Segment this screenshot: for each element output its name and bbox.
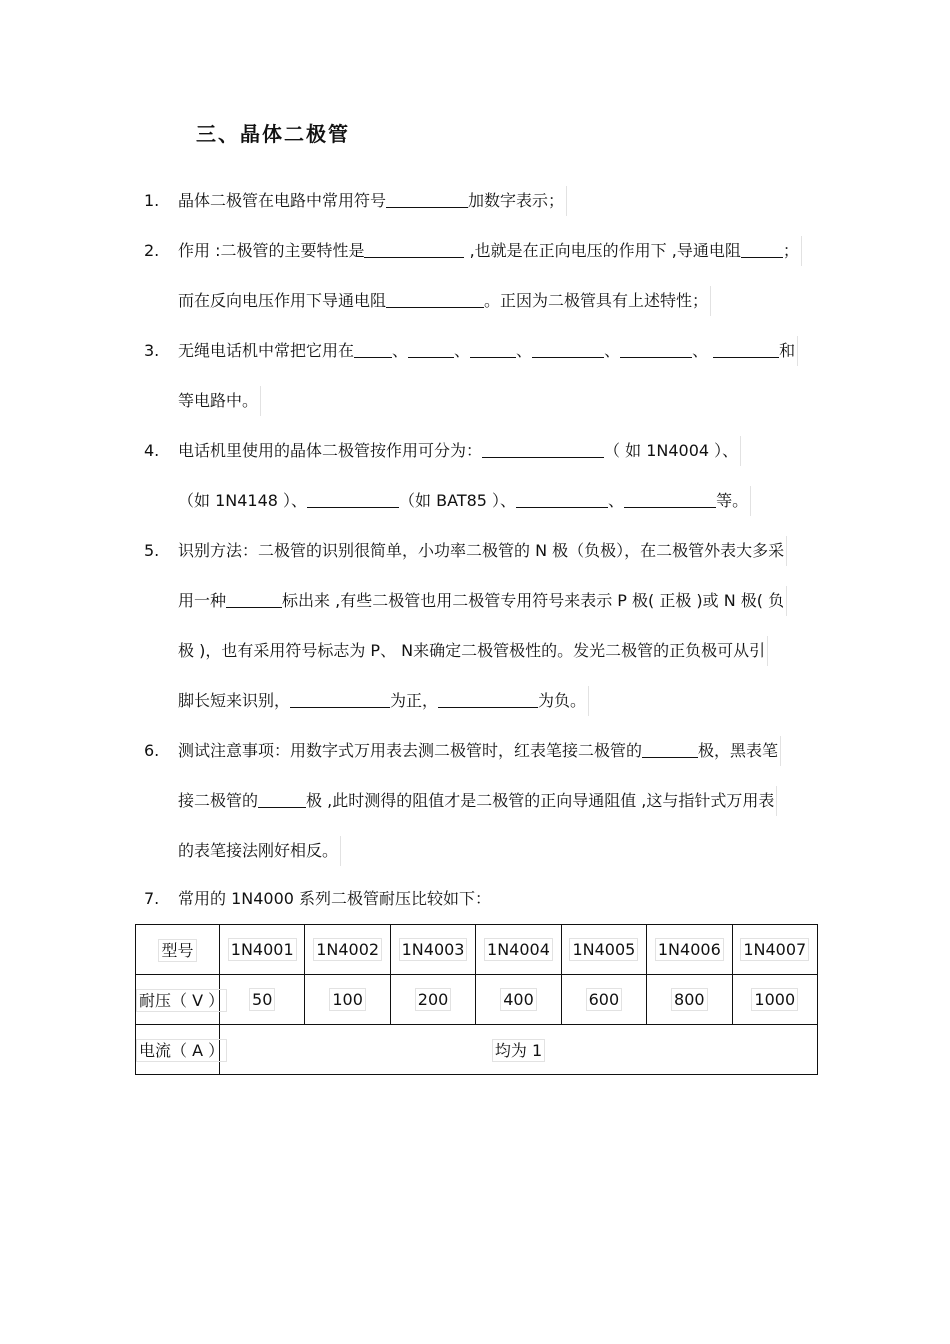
item-2-number: 2.	[144, 241, 160, 260]
fill-blank[interactable]	[482, 439, 604, 458]
item-2-line-2: 而在反向电压作用下导通电阻 。正因为二极管具有上述特性；	[178, 286, 711, 316]
item-5-line-4: 脚长短来识别， 为正， 为负。	[178, 686, 589, 716]
fill-blank[interactable]	[642, 739, 698, 758]
fill-blank[interactable]	[624, 489, 716, 508]
section-title: 三、晶体二极管	[196, 122, 350, 146]
fill-blank[interactable]	[713, 339, 779, 358]
item-5-line-3: 极 )，也有采用符号标志为 P、 N来确定二极管极性的。发光二极管的正负极可从引	[178, 636, 768, 666]
fill-blank[interactable]	[532, 339, 604, 358]
fill-blank[interactable]	[386, 289, 484, 308]
item-5-line-2: 用一种 标出来 ,有些二极管也用二极管专用符号来表示 P 极( 正极 )或 N 极( 负	[178, 586, 787, 616]
fill-blank[interactable]	[354, 339, 392, 358]
item-2-line-1: 作用 :二极管的主要特性是 ,也就是在正向电压的作用下 ,导通电阻 ；	[178, 236, 802, 266]
table-cell: 1000	[732, 975, 817, 1025]
item-6-line-3: 的表笔接法刚好相反。	[178, 836, 341, 866]
table-cell: 50	[220, 975, 305, 1025]
item-4-number: 4.	[144, 441, 160, 460]
table-row-voltage	[136, 975, 818, 1025]
table-cell: 1N4007	[732, 925, 817, 975]
item-1-line-1: 晶体二极管在电路中常用符号 加数字表示；	[178, 186, 567, 216]
fill-blank[interactable]	[364, 239, 464, 258]
item-6-line-1: 测试注意事项：用数字式万用表去测二极管时，红表笔接二极管的 极，黑表笔	[178, 736, 781, 766]
item-7-number: 7.	[144, 889, 160, 908]
table-cell: 600	[561, 975, 646, 1025]
table-cell: 200	[390, 975, 475, 1025]
table-cell: 1N4005	[561, 925, 646, 975]
table-header-row	[136, 925, 818, 975]
table-cell: 1N4002	[305, 925, 390, 975]
table-cell: 电流（ A ）	[136, 1025, 220, 1075]
table-cell: 耐压（ V ）	[136, 975, 220, 1025]
table-cell: 1N4001	[220, 925, 305, 975]
diode-voltage-table	[135, 924, 818, 1075]
fill-blank[interactable]	[290, 689, 390, 708]
item-5-number: 5.	[144, 541, 160, 560]
item-3-number: 3.	[144, 341, 160, 360]
fill-blank[interactable]	[741, 239, 783, 258]
item-6-line-2: 接二极管的 极 ,此时测得的阻值才是二极管的正向导通阻值 ,这与指针式万用表	[178, 786, 777, 816]
table-cell: 400	[476, 975, 561, 1025]
fill-blank[interactable]	[386, 189, 468, 208]
item-6-number: 6.	[144, 741, 160, 760]
table-cell: 1N4003	[390, 925, 475, 975]
fill-blank[interactable]	[226, 589, 282, 608]
fill-blank[interactable]	[307, 489, 399, 508]
table-cell: 1N4004	[476, 925, 561, 975]
item-4-line-1: 电话机里使用的晶体二极管按作用可分为： （ 如 1N4004 ）、	[178, 436, 741, 466]
table-cell: 型号	[136, 925, 220, 975]
table-cell: 1N4006	[647, 925, 732, 975]
fill-blank[interactable]	[470, 339, 516, 358]
item-3-line-1: 无绳电话机中常把它用在 、 、 、 、 、 和	[178, 336, 798, 366]
item-1-number: 1.	[144, 191, 160, 210]
fill-blank[interactable]	[408, 339, 454, 358]
item-3-line-2: 等电路中。	[178, 386, 261, 416]
fill-blank[interactable]	[516, 489, 608, 508]
fill-blank[interactable]	[620, 339, 692, 358]
table-cell: 均为 1	[220, 1025, 818, 1075]
table-cell: 100	[305, 975, 390, 1025]
fill-blank[interactable]	[258, 789, 306, 808]
fill-blank[interactable]	[438, 689, 538, 708]
item-5-line-1: 识别方法：二极管的识别很简单，小功率二极管的 N 极（负极），在二极管外表大多采	[178, 536, 787, 566]
item-7-line-1: 常用的 1N4000 系列二极管耐压比较如下：	[178, 889, 492, 908]
table-row-current	[136, 1025, 818, 1075]
item-4-line-2: （如 1N4148 ）、 （如 BAT85 ）、 、 等。	[178, 486, 751, 516]
table-cell: 800	[647, 975, 732, 1025]
